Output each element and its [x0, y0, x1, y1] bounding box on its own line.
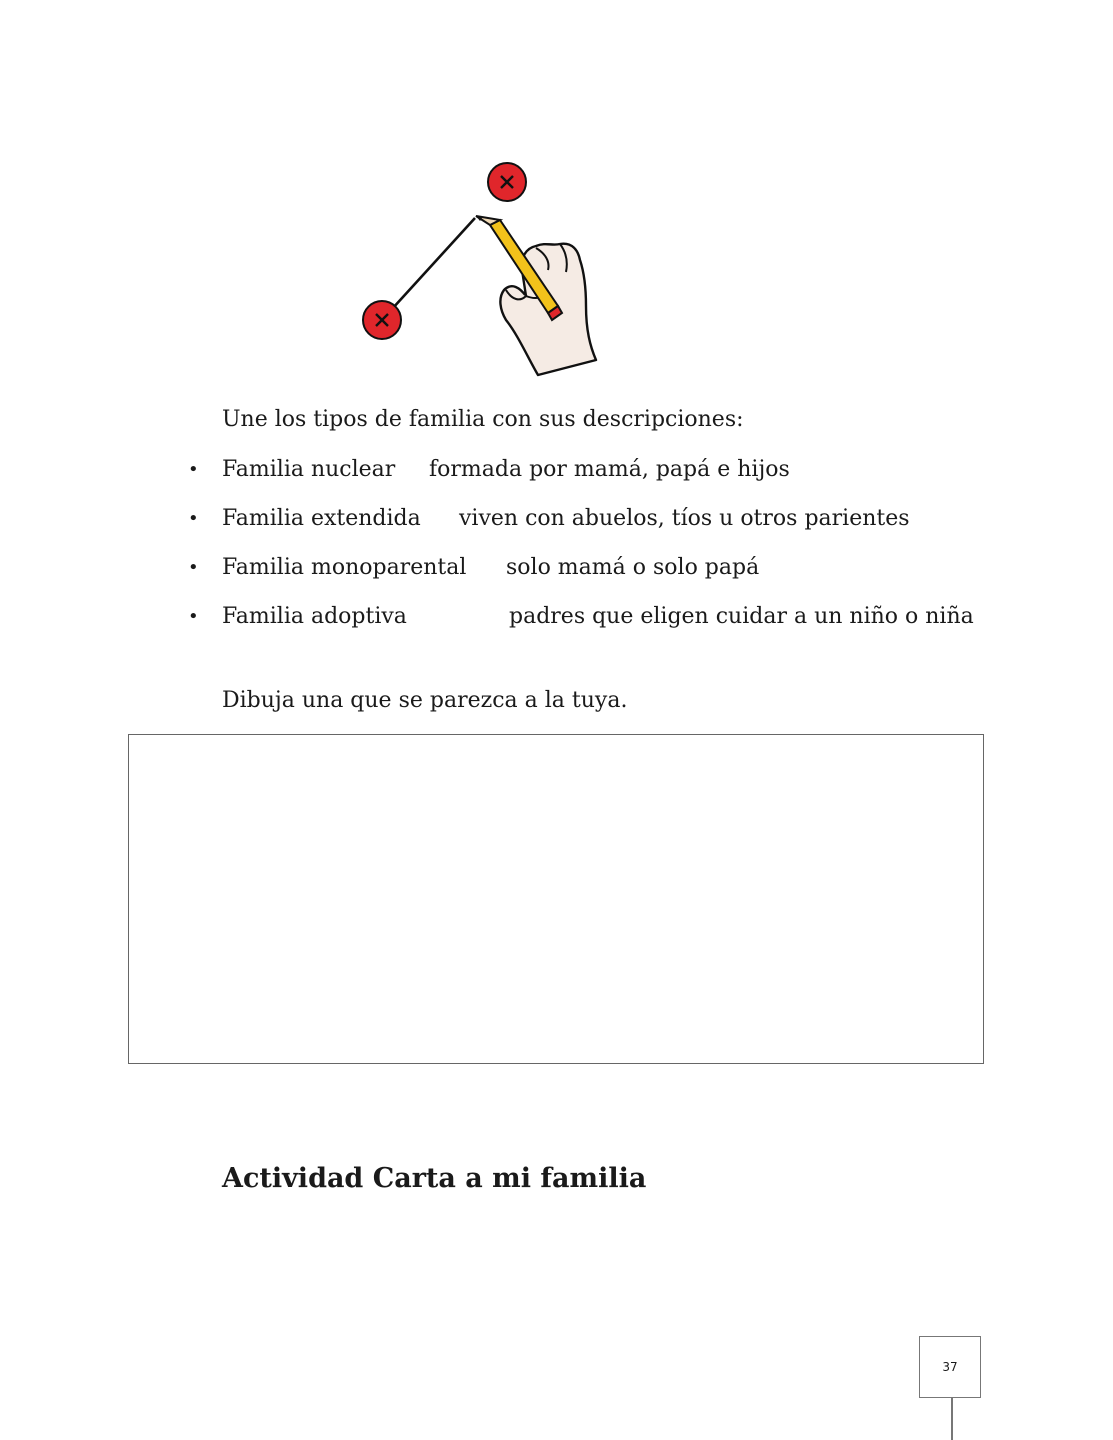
list-item: [0, 505, 1113, 554]
target-dot-top: [488, 163, 526, 201]
family-term: Familia monoparental: [222, 555, 467, 580]
family-description: viven con abuelos, tíos u otros parientes: [459, 506, 910, 531]
draw-instruction: Dibuja una que se parezca a la tuya.: [222, 688, 628, 713]
family-types-list: [0, 456, 1113, 652]
drawing-area[interactable]: [128, 734, 984, 1064]
family-term: Familia nuclear: [222, 457, 396, 482]
match-instruction: Une los tipos de familia con sus descripciones:: [222, 407, 744, 432]
bullet: •: [188, 557, 199, 578]
page-number: [919, 1336, 981, 1398]
family-term: Familia adoptiva: [222, 604, 407, 629]
family-description: solo mamá o solo papá: [506, 555, 760, 580]
bullet: •: [188, 459, 199, 480]
page-number-stem: [951, 1398, 953, 1440]
family-term: Familia extendida: [222, 506, 421, 531]
section-title: Actividad Carta a mi familia: [222, 1163, 647, 1194]
bullet: •: [188, 606, 199, 627]
page-number-label: 37: [942, 1360, 958, 1374]
connect-dots-hand-icon: [340, 130, 640, 390]
target-dot-bottom: [363, 301, 401, 339]
family-description: formada por mamá, papá e hijos: [429, 457, 790, 482]
bullet: •: [188, 508, 199, 529]
list-item: [0, 603, 1113, 652]
family-description: padres que eligen cuidar a un niño o niña: [509, 604, 974, 629]
list-item: [0, 456, 1113, 505]
list-item: [0, 554, 1113, 603]
